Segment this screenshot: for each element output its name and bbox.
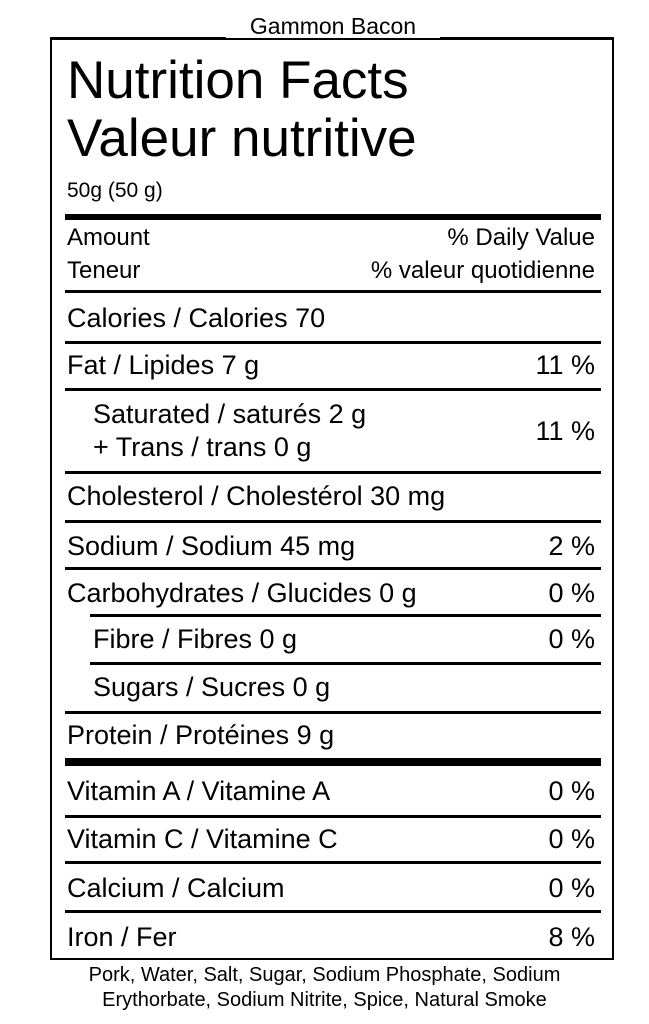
daily-value-label-fr: % valeur quotidienne <box>370 257 595 284</box>
ingredients-line: Erythorbate, Sodium Nitrite, Spice, Natural Smoke <box>102 989 547 1011</box>
divider <box>65 910 601 913</box>
sugars-row: Sugars / Sucres 0 g <box>93 672 331 702</box>
fibre-label: Fibre / Fibres 0 g <box>93 624 298 654</box>
vitamin-c-label: Vitamin C / Vitamine C <box>67 824 338 854</box>
amount-label-en: Amount <box>67 224 150 251</box>
fibre-daily-value: 0 % <box>548 624 595 654</box>
carbohydrates-daily-value: 0 % <box>548 578 595 608</box>
vitamin-a-label: Vitamin A / Vitamine A <box>67 776 331 806</box>
trans-label: + Trans / trans 0 g <box>93 432 312 462</box>
saturated-trans-daily-value: 11 % <box>535 416 595 446</box>
divider <box>65 520 601 523</box>
divider-thick-top <box>65 214 601 220</box>
nutrition-facts-panel <box>50 38 614 960</box>
divider <box>65 567 601 570</box>
divider <box>65 861 601 864</box>
protein-row: Protein / Protéines 9 g <box>67 720 335 750</box>
calcium-daily-value: 0 % <box>548 873 595 903</box>
amount-label-fr: Teneur <box>67 257 141 284</box>
divider-indented <box>90 662 601 665</box>
saturated-label: Saturated / saturés 2 g <box>93 399 367 429</box>
sodium-daily-value: 2 % <box>548 531 595 561</box>
calcium-label: Calcium / Calcium <box>67 873 285 903</box>
daily-value-label-en: % Daily Value <box>447 224 595 251</box>
vitamin-a-daily-value: 0 % <box>548 776 595 806</box>
iron-daily-value: 8 % <box>548 922 595 952</box>
carbohydrates-label: Carbohydrates / Glucides 0 g <box>67 578 417 608</box>
calories-row: Calories / Calories 70 <box>67 303 326 333</box>
ingredients-line: Pork, Water, Salt, Sugar, Sodium Phosphate, Sodium <box>88 964 561 986</box>
vitamin-c-daily-value: 0 % <box>548 824 595 854</box>
serving-size: 50g (50 g) <box>67 179 163 202</box>
divider-indented <box>90 614 601 617</box>
ingredients-list <box>0 963 649 1013</box>
cholesterol-row: Cholesterol / Cholestérol 30 mg <box>67 481 446 511</box>
title-english: Nutrition Facts <box>67 51 409 110</box>
product-name-header <box>50 10 614 40</box>
divider-thick-vitamins <box>65 758 601 766</box>
title-french: Valeur nutritive <box>67 109 417 168</box>
divider <box>65 711 601 714</box>
divider <box>65 290 601 293</box>
divider <box>65 388 601 391</box>
product-name: Gammon Bacon <box>249 13 417 39</box>
divider <box>65 815 601 818</box>
iron-label: Iron / Fer <box>67 922 177 952</box>
fat-daily-value: 11 % <box>535 350 595 380</box>
fat-label: Fat / Lipides 7 g <box>67 350 260 380</box>
divider <box>65 341 601 344</box>
sodium-label: Sodium / Sodium 45 mg <box>67 531 356 561</box>
divider <box>65 471 601 474</box>
